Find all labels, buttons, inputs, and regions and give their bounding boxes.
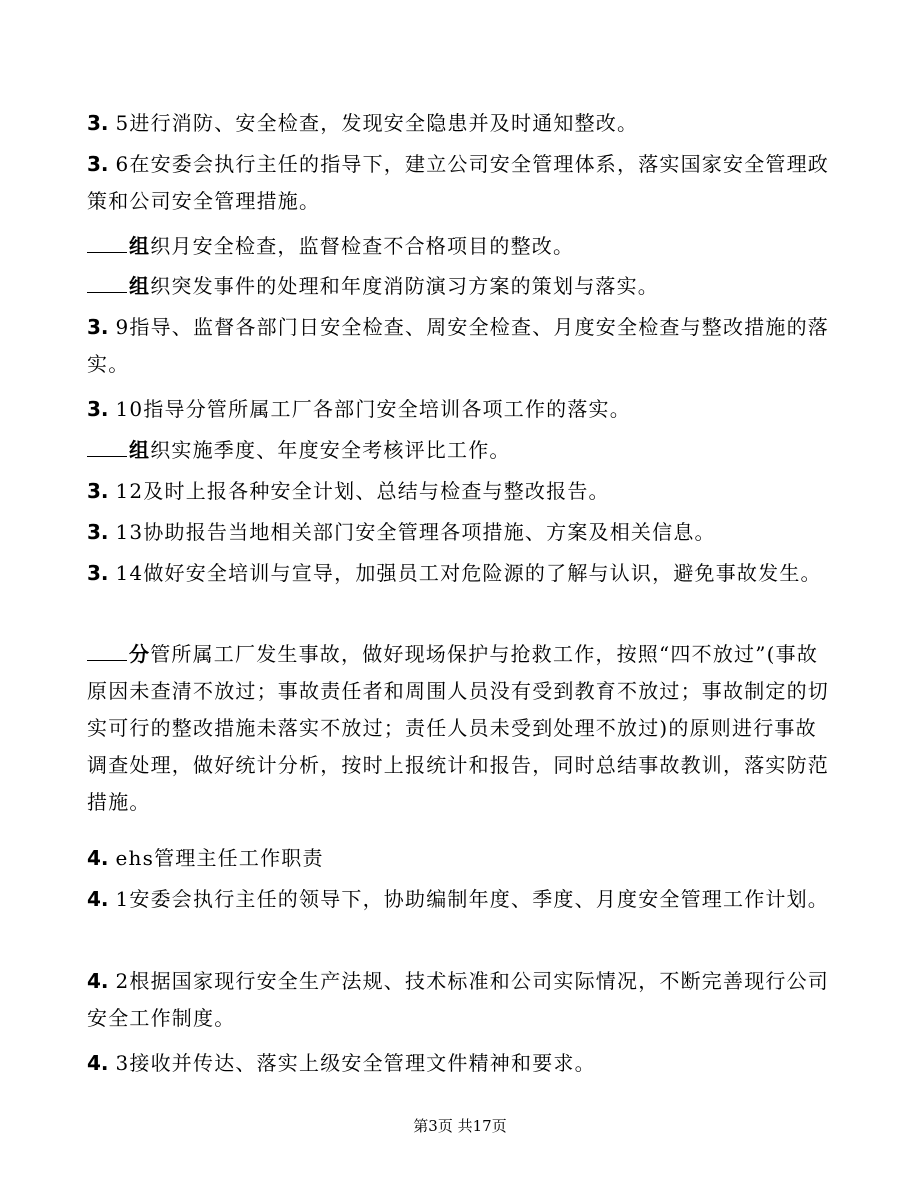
paragraph-blank-3	[87, 432, 833, 469]
paragraph-text: 10指导分管所属工厂各部门安全培训各项工作的落实。	[115, 397, 631, 421]
fill-blank-line	[87, 274, 127, 293]
page-footer: 第3页 共17页	[413, 1117, 507, 1135]
section-number: 4.	[87, 1051, 116, 1075]
paragraph-text: 13协助报告当地相关部门安全管理各项措施、方案及相关信息。	[115, 520, 716, 544]
paragraph-4-1	[87, 881, 833, 918]
paragraph-3-12	[87, 473, 833, 510]
section-number: 3.	[87, 152, 116, 176]
paragraph-text: 5进行消防、安全检查，发现安全隐患并及时通知整改。	[115, 111, 639, 135]
paragraph-4-3	[87, 1045, 833, 1082]
section-number: 4.	[87, 969, 116, 993]
lead-character: 组	[129, 234, 151, 258]
paragraph-3-5	[87, 105, 833, 142]
paragraph-text: 织突发事件的处理和年度消防演习方案的策划与落实。	[150, 274, 660, 298]
paragraph-text: 9指导、监督各部门日安全检查、周安全检查、月度安全检查与整改措施的落实。	[87, 315, 830, 376]
fill-blank-line	[87, 234, 127, 253]
paragraph-3-14	[87, 555, 833, 592]
paragraph-text: 3接收并传达、落实上级安全管理文件精神和要求。	[115, 1051, 596, 1075]
paragraph-3-9	[87, 309, 833, 383]
paragraph-text: 织月安全检查，监督检查不合格项目的整改。	[150, 234, 575, 258]
paragraph-text: 织实施季度、年度安全考核评比工作。	[150, 438, 511, 462]
section-number: 3.	[87, 479, 116, 503]
paragraph-3-6	[87, 146, 833, 220]
section-number: 4.	[87, 887, 116, 911]
section-number: 3.	[87, 111, 116, 135]
paragraph-3-13	[87, 514, 833, 551]
section-number: 3.	[87, 561, 116, 585]
paragraph-blank-4	[87, 636, 833, 821]
section-number: 3.	[87, 520, 116, 544]
lead-character: 组	[129, 274, 151, 298]
paragraph-blank-1	[87, 228, 833, 265]
lead-character: 组	[129, 438, 151, 462]
fill-blank-line	[87, 438, 127, 457]
section-number: 4.	[87, 846, 116, 870]
paragraph-text: 管所属工厂发生事故，做好现场保护与抢救工作，按照“四不放过”(事故原因未查清不放过；事故责任者和周围人员没有受到教育不放过；事故制定的切实可行的整改措施未落实不放过；责任人员未受到处理不放过)的原则进行事故调查处理，做好统计分析，按时上报统计和报告，同时总结事故教训，落实防范措施。	[87, 642, 829, 814]
section-heading-4	[87, 840, 833, 877]
section-number: 3.	[87, 397, 116, 421]
paragraph-text: 6在安委会执行主任的指导下，建立公司安全管理体系，落实国家安全管理政策和公司安全管理措施。	[87, 152, 830, 213]
paragraph-3-10	[87, 391, 833, 428]
paragraph-text: 12及时上报各种安全计划、总结与检查与整改报告。	[115, 479, 610, 503]
lead-character: 分	[129, 642, 151, 666]
paragraph-blank-2	[87, 268, 833, 305]
paragraph-4-2	[87, 963, 833, 1037]
paragraph-text: ehs管理主任工作职责	[115, 846, 324, 870]
section-number: 3.	[87, 315, 116, 339]
paragraph-text: 1安委会执行主任的领导下，协助编制年度、季度、月度安全管理工作计划。	[115, 887, 830, 911]
paragraph-text: 14做好安全培训与宣导，加强员工对危险源的了解与认识，避免事故发生。	[115, 561, 822, 585]
fill-blank-line	[87, 642, 127, 661]
paragraph-text: 2根据国家现行安全生产法规、技术标准和公司实际情况，不断完善现行公司安全工作制度。	[87, 969, 830, 1030]
